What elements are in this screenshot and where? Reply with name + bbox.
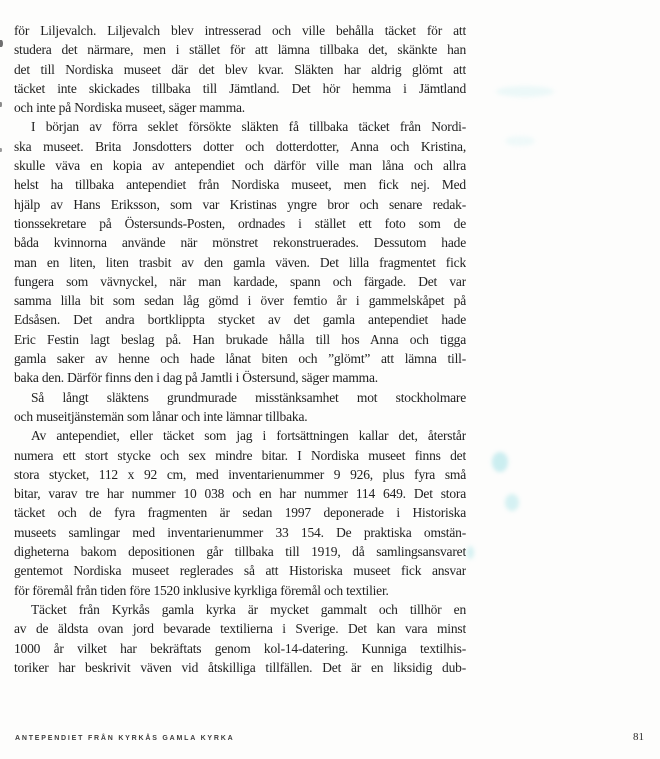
text-line: museets samlingar med inventarienummer 33 154. De praktiska omstän- (14, 524, 466, 540)
text-line: gentemot Nordiska museet reglerades så att Historiska museet fick ansvar (14, 563, 466, 579)
text-line: det till Nordiska museet där det blev kvar. Släkten har aldrig glömt att (14, 61, 466, 77)
text-line: digheterna bakom depositionen går tillbaka till 1919, då samlingsansvaret (14, 544, 466, 560)
text-line: numera ett stort stycke och sex mindre bitar. I Nordiska museet finns det (14, 447, 466, 463)
text-line: Eric Festin lagt beslag på. Han brukade hålla till hos Anna och tigga (14, 331, 466, 347)
text-line: Av antependiet, eller täcket som jag i fortsättningen kallar det, återstår (31, 428, 466, 444)
text-line: täcket och de fyra fragmenten är sedan 1997 deponerade i Historiska (14, 505, 466, 521)
scan-edge-speck (0, 40, 3, 47)
text-line: för Liljevalch. Liljevalch blev intresserad och ville behålla täcket för att (14, 23, 466, 38)
scan-edge-speck (0, 148, 2, 152)
text-line: fungera som vävnyckel, när man kardade, spann och färgade. Det var (14, 273, 466, 289)
text-line: samma lilla bit som sedan låg gömd i över femtio år i gammelskåpet på (14, 293, 466, 309)
text-line: hjälp av Hans Eriksson, som var Kristinas yngre bror och senare redak- (14, 196, 466, 212)
margin-smudge (505, 494, 519, 511)
text-line: helst ha tillbaka antependiet från Nordiska museet, men fick nej. Med (14, 177, 466, 193)
text-line: täcket inte skickades tillbaka till Jämtland. Det hör hemma i Jämtland (14, 80, 466, 96)
text-line: gamla saker av henne och hade lånat biten och ”glömt” att lämna till- (14, 351, 466, 367)
text-line: Så långt släktens grundmurade misstänksamhet mot stockholmare (31, 389, 466, 405)
text-line: I början av förra seklet försökte släkten få tillbaka täcket från Nordi- (31, 119, 466, 135)
text-line: Edsåsen. Det andra bortklippta stycket av det gamla antependiet hade (14, 312, 466, 328)
text-block (14, 21, 466, 677)
text-line: baka den. Därför finns den i dag på Jamtli i Östersund, säger mamma. (14, 370, 378, 386)
margin-smudge (496, 86, 554, 97)
text-line: båda kvinnorna använde när mönstret rekonstruerades. Dessutom hade (14, 235, 466, 251)
text-line: Täcket från Kyrkås gamla kyrka är mycket gammalt och tillhör en (31, 601, 466, 617)
text-line: bitar, varav tre har nummer 10 038 och en har nummer 114 649. Det stora (14, 486, 466, 502)
footer-page-number: 81 (633, 731, 644, 743)
text-line: för föremål från tiden före 1520 inklusive kyrkliga föremål och textilier. (14, 582, 389, 598)
text-line: stora stycket, 112 x 92 cm, med inventarienummer 9 926, plus fyra små (14, 466, 466, 482)
margin-smudge (492, 452, 508, 472)
footer-running-title: ANTEPENDIET FRÅN KYRKÅS GAMLA KYRKA (15, 735, 235, 742)
text-line: tionssekretare på Östersunds-Posten, ordnades i stället ett foto som de (14, 215, 466, 231)
text-line: och museitjänstemän som lånar och inte lämnar tillbaka. (14, 408, 308, 424)
scan-edge-speck (0, 102, 2, 107)
text-line: skulle väva en kopia av antependiet och därför ville man låna och allra (14, 158, 466, 174)
text-line: man en liten, liten trasbit av den gamla väven. Det lilla fragmentet fick (14, 254, 466, 270)
margin-smudge (505, 136, 535, 146)
text-line: av de äldsta ovan jord bevarade textilierna i Sverige. Det kan vara minst (14, 621, 466, 637)
text-line: och inte på Nordiska museet, säger mamma. (14, 100, 245, 116)
margin-smudge (467, 546, 474, 559)
text-line: ska museet. Brita Jonsdotters dotter och dotterdotter, Anna och Kristina, (14, 138, 466, 154)
text-line: toriker har beskrivit väven vid åtskilliga tillfällen. Det är en liksidig dub- (14, 659, 466, 675)
text-line: 1000 år vilket har bekräftats genom kol-14-datering. Kunniga textilhis- (14, 640, 466, 656)
text-line: studera det närmare, men i stället för att lämna tillbaka det, skänkte han (14, 42, 466, 58)
